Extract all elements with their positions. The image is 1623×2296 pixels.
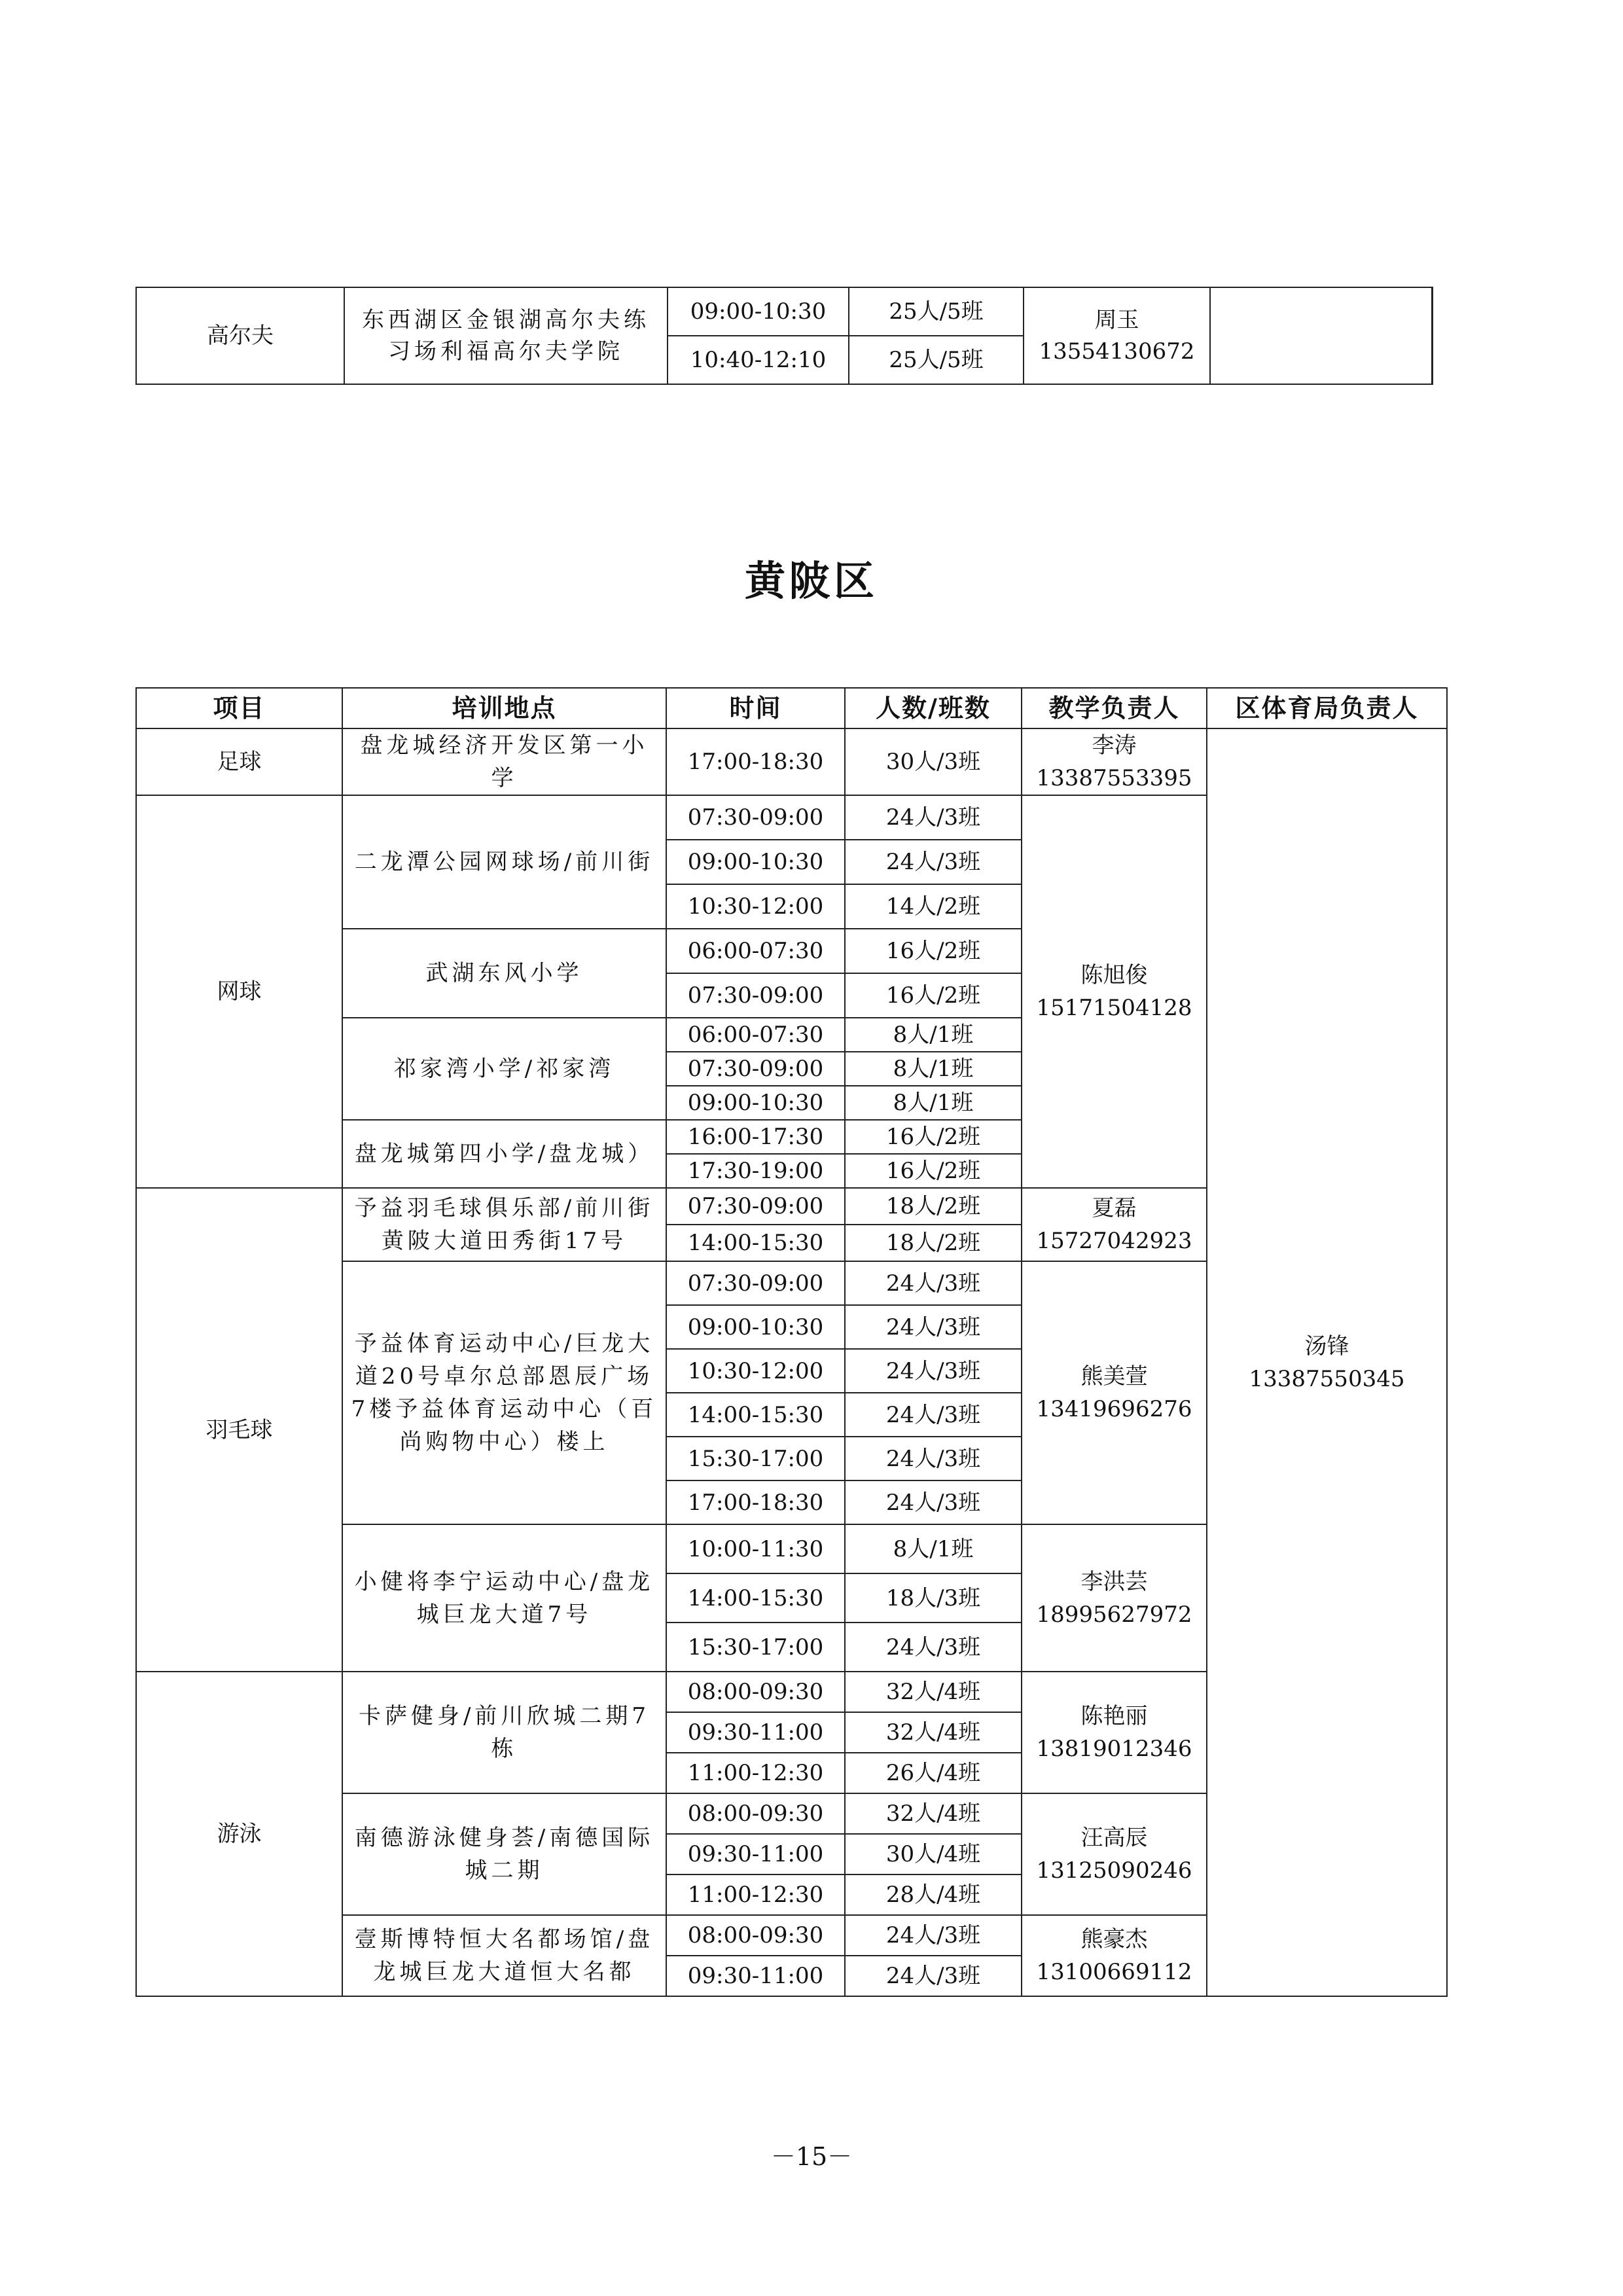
swimming-time: 09:30-11:00 <box>666 1834 845 1874</box>
badminton-time: 07:30-09:00 <box>666 1188 845 1225</box>
tennis-time: 09:00-10:30 <box>666 1086 845 1120</box>
teacher-name: 熊豪杰 <box>1080 1926 1148 1952</box>
badminton-time: 15:30-17:00 <box>666 1437 845 1480</box>
badminton-time: 14:00-15:30 <box>666 1573 845 1623</box>
swimming-count: 32人/4班 <box>845 1793 1022 1834</box>
tennis-count: 8人/1班 <box>845 1018 1022 1052</box>
teacher-name: 熊美萱 <box>1080 1363 1148 1390</box>
badminton-count: 24人/3班 <box>845 1437 1022 1480</box>
tennis-count: 8人/1班 <box>845 1086 1022 1120</box>
teacher-name: 陈艳丽 <box>1080 1703 1148 1729</box>
swimming-location-3: 壹斯博特恒大名都场馆/盘龙城巨龙大道恒大名都 <box>342 1915 666 1996</box>
badminton-count: 24人/3班 <box>845 1393 1022 1437</box>
badminton-location-2: 予益体育运动中心/巨龙大道20号卓尔总部恩辰广场7楼予益体育运动中心（百尚购物中心）楼上 <box>342 1261 666 1524</box>
swimming-count: 24人/3班 <box>845 1956 1022 1996</box>
tennis-teacher-name: 陈旭俊 <box>1080 962 1148 988</box>
swimming-time: 08:00-09:30 <box>666 1793 845 1834</box>
badminton-time: 14:00-15:30 <box>666 1225 845 1261</box>
swimming-count: 30人/4班 <box>845 1834 1022 1874</box>
tennis-time: 07:30-09:00 <box>666 795 845 840</box>
golf-time-2: 10:40-12:10 <box>668 336 849 384</box>
bureau-phone: 13387550345 <box>1249 1365 1405 1392</box>
swimming-teacher-3 <box>1022 1915 1207 1996</box>
tennis-count: 24人/3班 <box>845 795 1022 840</box>
header-location: 培训地点 <box>342 688 666 728</box>
football-location: 盘龙城经济开发区第一小学 <box>342 728 666 795</box>
badminton-teacher-3 <box>1022 1524 1207 1672</box>
badminton-time: 14:00-15:30 <box>666 1393 845 1437</box>
golf-location: 东西湖区金银湖高尔夫练习场利福高尔夫学院 <box>344 287 668 384</box>
tennis-location-3: 祁家湾小学/祁家湾 <box>342 1018 666 1120</box>
tennis-count: 16人/2班 <box>845 929 1022 973</box>
header-teacher: 教学负责人 <box>1022 688 1207 728</box>
huangpi-table <box>135 687 1448 1997</box>
tennis-time: 17:30-19:00 <box>666 1154 845 1188</box>
badminton-count: 8人/1班 <box>845 1524 1022 1573</box>
football-project: 足球 <box>136 728 342 795</box>
tennis-count: 8人/1班 <box>845 1052 1022 1086</box>
golf-count-1: 25人/5班 <box>849 287 1024 336</box>
badminton-count: 24人/3班 <box>845 1305 1022 1349</box>
swimming-count: 24人/3班 <box>845 1915 1022 1956</box>
badminton-teacher-1 <box>1022 1188 1207 1261</box>
badminton-location-1: 予益羽毛球俱乐部/前川街黄陂大道田秀街17号 <box>342 1188 666 1261</box>
tennis-project: 网球 <box>136 795 342 1188</box>
tennis-time: 10:30-12:00 <box>666 884 845 929</box>
badminton-project: 羽毛球 <box>136 1188 342 1672</box>
golf-bureau-empty <box>1210 287 1432 384</box>
badminton-count: 24人/3班 <box>845 1623 1022 1672</box>
teacher-phone: 15727042923 <box>1036 1228 1192 1254</box>
tennis-time: 16:00-17:30 <box>666 1120 845 1154</box>
badminton-location-3: 小健将李宁运动中心/盘龙城巨龙大道7号 <box>342 1524 666 1672</box>
badminton-time: 09:00-10:30 <box>666 1305 845 1349</box>
badminton-teacher-2 <box>1022 1261 1207 1524</box>
teacher-name: 李洪芸 <box>1080 1568 1148 1595</box>
header-bureau: 区体育局负责人 <box>1207 688 1447 728</box>
football-teacher <box>1022 728 1207 795</box>
teacher-name: 夏磊 <box>1092 1195 1137 1221</box>
badminton-time: 10:00-11:30 <box>666 1524 845 1573</box>
tennis-count: 24人/3班 <box>845 840 1022 884</box>
swimming-time: 09:30-11:00 <box>666 1956 845 1996</box>
golf-table <box>135 287 1433 385</box>
swimming-time: 08:00-09:30 <box>666 1915 845 1956</box>
teacher-phone: 13100669112 <box>1036 1959 1192 1985</box>
golf-count-2: 25人/5班 <box>849 336 1024 384</box>
badminton-count: 24人/3班 <box>845 1480 1022 1524</box>
golf-time-1: 09:00-10:30 <box>668 287 849 336</box>
badminton-count: 24人/3班 <box>845 1261 1022 1305</box>
tennis-teacher-phone: 15171504128 <box>1036 995 1192 1021</box>
tennis-count: 16人/2班 <box>845 1120 1022 1154</box>
swimming-count: 32人/4班 <box>845 1672 1022 1712</box>
header-time: 时间 <box>666 688 845 728</box>
swimming-time: 08:00-09:30 <box>666 1672 845 1712</box>
football-count: 30人/3班 <box>845 728 1022 795</box>
tennis-time: 06:00-07:30 <box>666 1018 845 1052</box>
tennis-count: 14人/2班 <box>845 884 1022 929</box>
swimming-time: 09:30-11:00 <box>666 1712 845 1753</box>
tennis-location-2: 武湖东风小学 <box>342 929 666 1018</box>
tennis-count: 16人/2班 <box>845 973 1022 1018</box>
header-row <box>136 688 1447 728</box>
swimming-count: 28人/4班 <box>845 1874 1022 1915</box>
teacher-name: 汪高辰 <box>1080 1825 1148 1851</box>
header-project: 项目 <box>136 688 342 728</box>
tennis-time: 06:00-07:30 <box>666 929 845 973</box>
swimming-location-2: 南德游泳健身荟/南德国际城二期 <box>342 1793 666 1915</box>
football-teacher-name: 李涛 <box>1092 732 1137 759</box>
badminton-count: 18人/2班 <box>845 1188 1022 1225</box>
golf-project: 高尔夫 <box>136 287 344 384</box>
golf-teacher <box>1024 287 1210 384</box>
badminton-time: 07:30-09:00 <box>666 1261 845 1305</box>
page-number: －15－ <box>770 2142 853 2171</box>
swimming-teacher-1 <box>1022 1672 1207 1793</box>
section-title: 黄陂区 <box>744 557 878 605</box>
football-time: 17:00-18:30 <box>666 728 845 795</box>
golf-teacher-phone: 13554130672 <box>1039 338 1195 365</box>
tennis-time: 09:00-10:30 <box>666 840 845 884</box>
swimming-count: 26人/4班 <box>845 1753 1022 1793</box>
tennis-time: 07:30-09:00 <box>666 973 845 1018</box>
teacher-phone: 13819012346 <box>1036 1736 1192 1762</box>
badminton-time: 10:30-12:00 <box>666 1349 845 1393</box>
swimming-location-1: 卡萨健身/前川欣城二期7栋 <box>342 1672 666 1793</box>
header-count: 人数/班数 <box>845 688 1022 728</box>
badminton-count: 24人/3班 <box>845 1349 1022 1393</box>
bureau-contact <box>1207 728 1447 1996</box>
tennis-location-1: 二龙潭公园网球场/前川街 <box>342 795 666 929</box>
teacher-phone: 13125090246 <box>1036 1857 1192 1884</box>
badminton-count: 18人/3班 <box>845 1573 1022 1623</box>
tennis-teacher <box>1022 795 1207 1188</box>
swimming-time: 11:00-12:30 <box>666 1753 845 1793</box>
golf-teacher-name: 周玉 <box>1094 307 1139 333</box>
teacher-phone: 18995627972 <box>1036 1601 1192 1628</box>
swimming-project: 游泳 <box>136 1672 342 1996</box>
swimming-time: 11:00-12:30 <box>666 1874 845 1915</box>
tennis-time: 07:30-09:00 <box>666 1052 845 1086</box>
tennis-location-4: 盘龙城第四小学/盘龙城） <box>342 1120 666 1188</box>
swimming-teacher-2 <box>1022 1793 1207 1915</box>
badminton-time: 15:30-17:00 <box>666 1623 845 1672</box>
badminton-time: 17:00-18:30 <box>666 1480 845 1524</box>
table-row <box>136 728 1447 795</box>
bureau-name: 汤锋 <box>1304 1333 1349 1359</box>
teacher-phone: 13419696276 <box>1036 1396 1192 1422</box>
swimming-count: 32人/4班 <box>845 1712 1022 1753</box>
tennis-count: 16人/2班 <box>845 1154 1022 1188</box>
football-teacher-phone: 13387553395 <box>1036 765 1192 791</box>
badminton-count: 18人/2班 <box>845 1225 1022 1261</box>
